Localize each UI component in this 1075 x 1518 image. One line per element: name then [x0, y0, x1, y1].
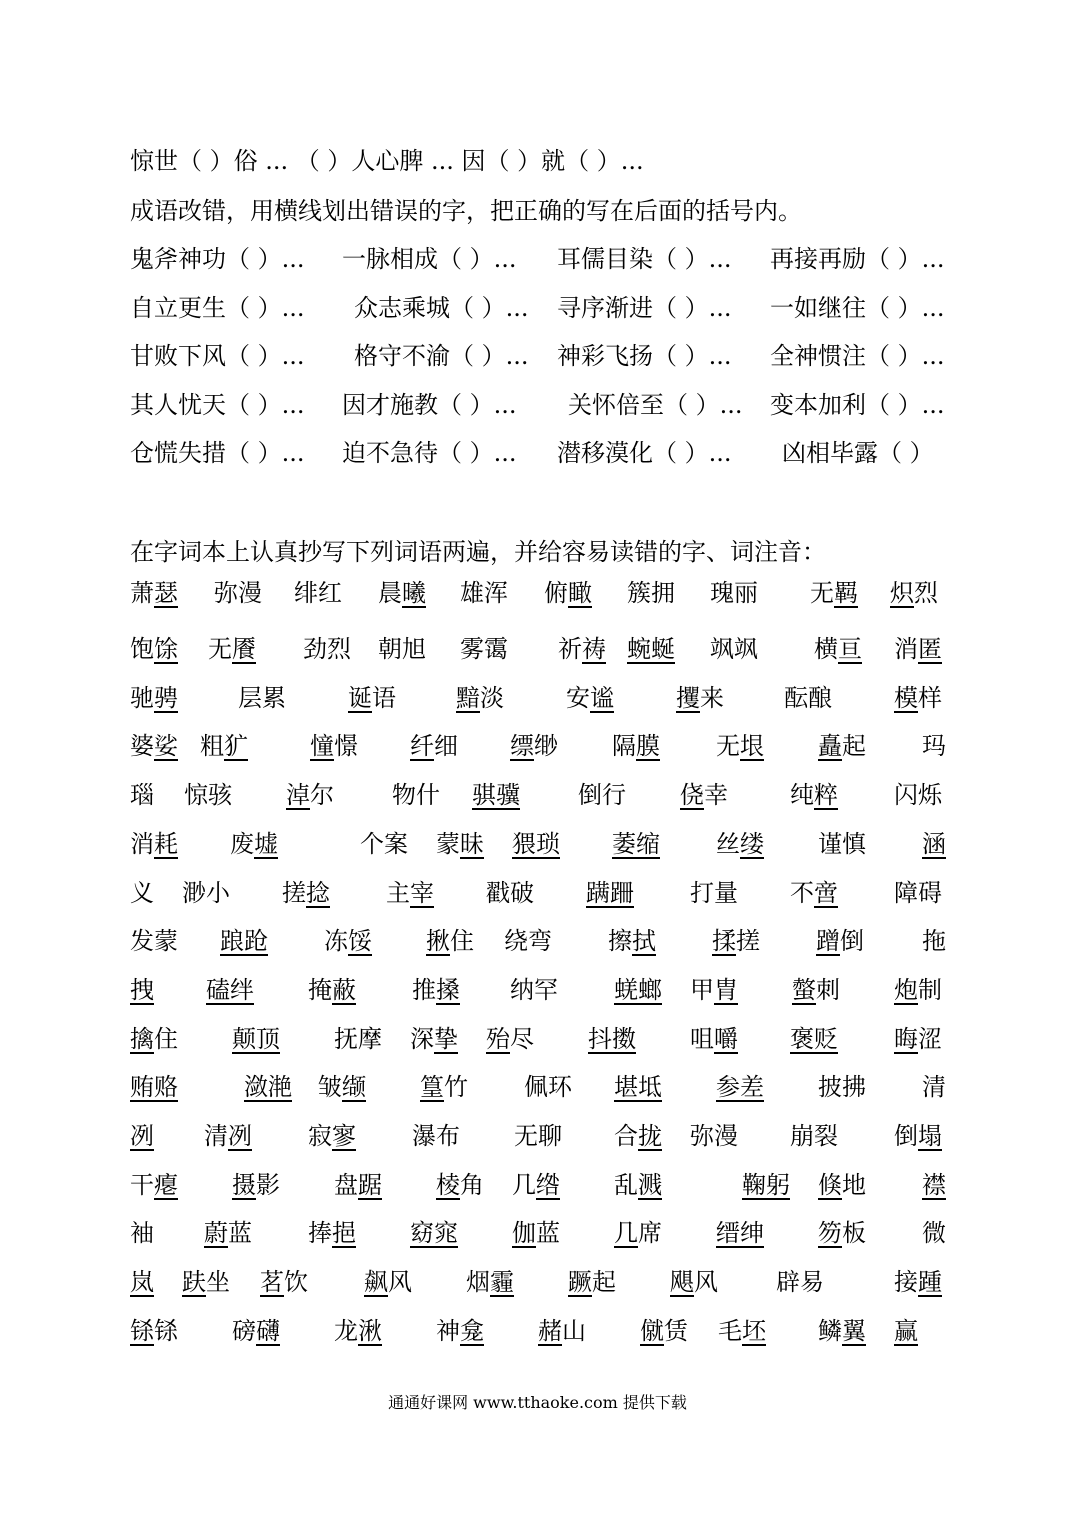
vocab-word: 接踵	[894, 1268, 942, 1296]
vocab-word: 弥漫	[214, 579, 262, 607]
vocab-word: 搓捻	[282, 879, 330, 907]
section-heading-copy: 在字词本上认真抄写下列词语两遍，并给容易读错的字、词注音：	[130, 538, 826, 566]
vocab-word: 拖	[922, 927, 946, 955]
vocab-word: 伽蓝	[512, 1219, 560, 1247]
vocab-word: 无垠	[716, 732, 764, 760]
vocab-word: 摄影	[232, 1171, 280, 1199]
vocab-word: 趺坐	[182, 1268, 230, 1296]
vocab-word: 清	[922, 1073, 946, 1101]
vocab-word: 劲烈	[303, 635, 351, 663]
vocab-word: 萎缩	[612, 830, 660, 858]
word-row	[130, 1316, 1010, 1350]
vocab-word: 螫刺	[792, 976, 840, 1004]
vocab-word: 佩环	[524, 1073, 572, 1101]
vocab-word: 茗饮	[260, 1268, 308, 1296]
vocab-word: 纯粹	[790, 781, 838, 809]
correction-item: 甘败下风（ ）...	[130, 342, 305, 370]
vocab-word: 飓风	[670, 1268, 718, 1296]
correction-item: 迫不急待（ ）...	[342, 439, 517, 467]
vocab-word: 推搡	[412, 976, 460, 1004]
vocab-word: 朝旭	[378, 635, 426, 663]
correction-item: 关怀倍至（ ）...	[568, 391, 743, 419]
vocab-word: 寂寥	[308, 1122, 356, 1150]
vocab-word: 几席	[614, 1219, 662, 1247]
vocab-word: 蒙昧	[436, 830, 484, 858]
vocab-word: 纳罕	[510, 976, 558, 1004]
vocab-word: 憧憬	[310, 732, 358, 760]
vocab-word: 雾霭	[460, 635, 508, 663]
vocab-word: 物什	[392, 781, 440, 809]
word-row	[130, 634, 1010, 668]
vocab-word: 粗犷	[200, 732, 248, 760]
correction-item: 仓慌失措（ ）...	[130, 439, 305, 467]
vocab-word: 披拂	[818, 1073, 866, 1101]
vocab-word: 襟	[922, 1171, 946, 1199]
vocab-word: 猥琐	[512, 830, 560, 858]
vocab-word: 蹒跚	[586, 879, 634, 907]
vocab-word: 岚	[130, 1268, 154, 1296]
vocab-word: 渺小	[182, 879, 230, 907]
word-row	[130, 683, 1010, 717]
vocab-word: 瑰丽	[710, 579, 758, 607]
vocab-word: 不啻	[790, 879, 838, 907]
vocab-word: 晨曦	[378, 579, 426, 607]
vocab-word: 乱溅	[614, 1171, 662, 1199]
vocab-word: 谨慎	[818, 830, 866, 858]
vocab-word: 戳破	[486, 879, 534, 907]
word-row	[130, 878, 1010, 912]
vocab-word: 闪烁	[894, 781, 942, 809]
vocab-word: 模样	[894, 684, 942, 712]
vocab-word: 黯淡	[456, 684, 504, 712]
word-row	[130, 926, 1010, 960]
vocab-word: 饱馀	[130, 635, 178, 663]
vocab-word: 贿赂	[130, 1073, 178, 1101]
vocab-word: 潋滟	[244, 1073, 292, 1101]
vocab-word: 婆娑	[130, 732, 178, 760]
correction-item: 其人忧天（ ）...	[130, 391, 305, 419]
vocab-word: 甲胄	[690, 976, 738, 1004]
word-row	[130, 1218, 1010, 1252]
vocab-word: 诞语	[348, 684, 396, 712]
vocab-word: 篁竹	[420, 1073, 468, 1101]
vocab-word: 消耗	[130, 830, 178, 858]
vocab-word: 掩蔽	[308, 976, 356, 1004]
vocab-word: 擦拭	[608, 927, 656, 955]
vocab-word: 打量	[690, 879, 738, 907]
vocab-word: 棱角	[436, 1171, 484, 1199]
vocab-word: 龙湫	[334, 1317, 382, 1345]
vocab-word: 飙风	[364, 1268, 412, 1296]
vocab-word: 炮制	[894, 976, 942, 1004]
correction-item: 一脉相成（ ）...	[342, 245, 517, 273]
vocab-word: 雄浑	[460, 579, 508, 607]
vocab-word: 烟霾	[466, 1268, 514, 1296]
vocab-word: 蹶起	[568, 1268, 616, 1296]
vocab-word: 几绺	[512, 1171, 560, 1199]
vocab-word: 皱缬	[318, 1073, 366, 1101]
vocab-word: 发蒙	[130, 927, 178, 955]
vocab-word: 鳞翼	[818, 1317, 866, 1345]
vocab-word: 涵	[922, 830, 946, 858]
vocab-word: 攫来	[676, 684, 724, 712]
vocab-word: 鞠躬	[742, 1171, 790, 1199]
vocab-word: 个案	[360, 830, 408, 858]
vocab-word: 颠顶	[232, 1025, 280, 1053]
correction-row	[130, 293, 1010, 327]
vocab-word: 废墟	[230, 830, 278, 858]
vocab-word: 晦涩	[894, 1025, 942, 1053]
vocab-word: 安谧	[566, 684, 614, 712]
correction-item: 神彩飞扬（ ）...	[557, 342, 732, 370]
correction-item: 潜移漠化（ ）...	[557, 439, 732, 467]
vocab-word: 蹭倒	[816, 927, 864, 955]
vocab-word: 蜣螂	[614, 976, 662, 1004]
word-row	[130, 780, 1010, 814]
vocab-word: 抚摩	[334, 1025, 382, 1053]
vocab-word: 倒行	[578, 781, 626, 809]
vocab-word: 瀑布	[412, 1122, 460, 1150]
vocab-word: 冻馁	[324, 927, 372, 955]
vocab-word: 绕弯	[504, 927, 552, 955]
vocab-word: 磅礴	[232, 1317, 280, 1345]
vocab-word: 矗起	[818, 732, 866, 760]
vocab-word: 主宰	[386, 879, 434, 907]
vocab-word: 踉跄	[220, 927, 268, 955]
vocab-word: 弥漫	[690, 1122, 738, 1150]
vocab-word: 捧挹	[308, 1219, 356, 1247]
vocab-word: 驰骋	[130, 684, 178, 712]
vocab-word: 无聊	[514, 1122, 562, 1150]
vocab-word: 微	[922, 1219, 946, 1247]
vocab-word: 窈窕	[410, 1219, 458, 1247]
vocab-word: 纤细	[410, 732, 458, 760]
vocab-word: 毛坯	[718, 1317, 766, 1345]
vocab-word: 揪住	[426, 927, 474, 955]
vocab-word: 消匿	[894, 635, 942, 663]
vocab-word: 层累	[238, 684, 286, 712]
word-row	[130, 1121, 1010, 1155]
correction-row	[130, 341, 1010, 375]
vocab-word: 赭山	[538, 1317, 586, 1345]
vocab-word: 缥缈	[510, 732, 558, 760]
vocab-word: 侥幸	[680, 781, 728, 809]
vocab-word: 缙绅	[716, 1219, 764, 1247]
vocab-word: 冽	[130, 1122, 154, 1150]
word-row	[130, 731, 1010, 765]
vocab-word: 炽烈	[890, 579, 938, 607]
word-row	[130, 578, 1010, 612]
vocab-word: 绯红	[294, 579, 342, 607]
vocab-word: 清冽	[204, 1122, 252, 1150]
vocab-word: 笏板	[818, 1219, 866, 1247]
correction-item: 鬼斧神功（ ）...	[130, 245, 305, 273]
vocab-word: 丝缕	[716, 830, 764, 858]
vocab-word: 辟易	[776, 1268, 824, 1296]
vocab-word: 无餍	[208, 635, 256, 663]
vocab-word: 淖尔	[286, 781, 334, 809]
footer-credit: 通通好课网 www.tthaoke.com 提供下载	[388, 1393, 687, 1412]
vocab-word: 隔膜	[612, 732, 660, 760]
correction-item: 一如继往（ ）...	[770, 294, 945, 322]
vocab-word: 飒飒	[710, 635, 758, 663]
vocab-word: 赢	[894, 1317, 918, 1345]
correction-item: 众志乘城（ ）...	[354, 294, 529, 322]
section-heading-correction: 成语改错，用横线划出错误的字，把正确的写在后面的括号内。	[130, 197, 802, 225]
vocab-word: 咀嚼	[690, 1025, 738, 1053]
vocab-word: 障碍	[894, 879, 942, 907]
vocab-word: 义	[130, 879, 154, 907]
vocab-word: 参差	[716, 1073, 764, 1101]
vocab-word: 无羁	[810, 579, 858, 607]
vocab-word: 蜿蜒	[627, 635, 675, 663]
vocab-word: 合拢	[614, 1122, 662, 1150]
vocab-word: 祈祷	[558, 635, 606, 663]
vocab-word: 崩裂	[790, 1122, 838, 1150]
vocab-word: 俯瞰	[544, 579, 592, 607]
vocab-word: 深挚	[410, 1025, 458, 1053]
word-row	[130, 1170, 1010, 1204]
vocab-word: 酝酿	[784, 684, 832, 712]
correction-row	[130, 390, 1010, 424]
vocab-word: 瑙	[130, 781, 154, 809]
correction-item: 自立更生（ ）...	[130, 294, 305, 322]
vocab-word: 萧瑟	[130, 579, 178, 607]
idiom-fill-line: 惊世（ ）俗 ... （ ）人心脾 ... 因（ ）就（ ）...	[130, 147, 644, 175]
correction-item: 凶相毕露（ ）	[782, 439, 934, 467]
vocab-word: 袖	[130, 1219, 154, 1247]
word-row	[130, 975, 1010, 1009]
vocab-word: 簇拥	[627, 579, 675, 607]
correction-item: 寻序渐进（ ）...	[557, 294, 732, 322]
vocab-word: 神龛	[436, 1317, 484, 1345]
correction-item: 耳儒目染（ ）...	[557, 245, 732, 273]
vocab-word: 盘踞	[334, 1171, 382, 1199]
vocab-word: 倒塌	[894, 1122, 942, 1150]
vocab-word: 磕绊	[206, 976, 254, 1004]
vocab-word: 倏地	[818, 1171, 866, 1199]
word-row	[130, 1267, 1010, 1301]
vocab-word: 揉搓	[712, 927, 760, 955]
vocab-word: 横亘	[814, 635, 862, 663]
vocab-word: 褒贬	[790, 1025, 838, 1053]
correction-item: 变本加利（ ）...	[770, 391, 945, 419]
vocab-word: 堪坻	[614, 1073, 662, 1101]
correction-item: 全神惯注（ ）...	[770, 342, 945, 370]
word-row	[130, 1072, 1010, 1106]
vocab-word: 蔚蓝	[204, 1219, 252, 1247]
vocab-word: 干瘪	[130, 1171, 178, 1199]
correction-row	[130, 244, 1010, 278]
correction-item: 再接再励（ ）...	[770, 245, 945, 273]
vocab-word: 抖擞	[588, 1025, 636, 1053]
word-row	[130, 829, 1010, 863]
vocab-word: 僦赁	[640, 1317, 688, 1345]
correction-row	[130, 438, 1010, 472]
word-row	[130, 1024, 1010, 1058]
vocab-word: 骐骥	[472, 781, 520, 809]
vocab-word: 玛	[922, 732, 946, 760]
vocab-word: 擒住	[130, 1025, 178, 1053]
correction-item: 因才施教（ ）...	[342, 391, 517, 419]
vocab-word: 殆尽	[486, 1025, 534, 1053]
vocab-word: 惊骇	[184, 781, 232, 809]
vocab-word: 拽	[130, 976, 154, 1004]
correction-item: 格守不渝（ ）...	[354, 342, 529, 370]
vocab-word: 铩铩	[130, 1317, 178, 1345]
